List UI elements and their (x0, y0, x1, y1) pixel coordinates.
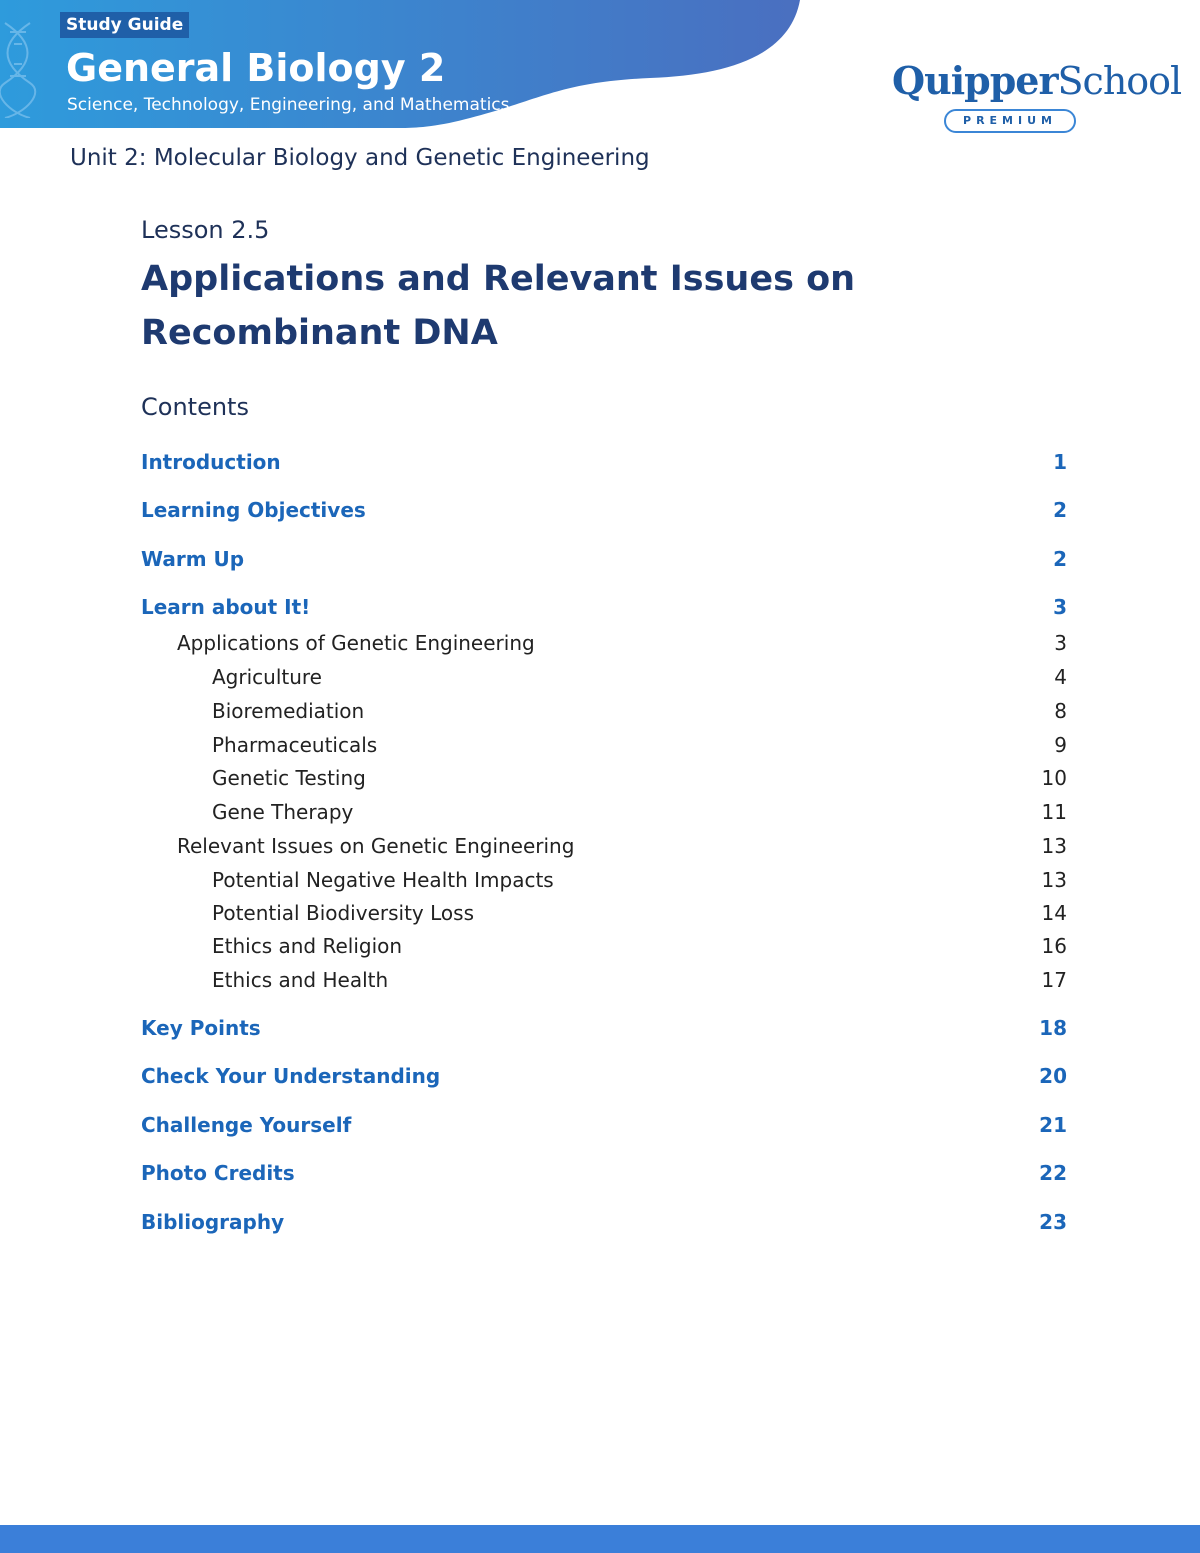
toc-entry[interactable] (141, 931, 1067, 961)
toc-entry-label: Bibliography (141, 1210, 285, 1234)
dna-icon (0, 18, 50, 118)
toc-entry-page: 10 (1041, 766, 1067, 790)
lesson-number: Lesson 2.5 (141, 216, 270, 244)
toc-entry[interactable] (141, 865, 1067, 895)
toc-entry-page: 22 (1039, 1161, 1067, 1185)
toc-entry[interactable] (141, 965, 1067, 995)
toc-entry-page: 18 (1039, 1016, 1067, 1040)
toc-entry-page: 17 (1041, 968, 1067, 992)
toc-entry-label: Relevant Issues on Genetic Engineering (177, 834, 575, 858)
toc-entry[interactable] (141, 898, 1067, 928)
contents-heading: Contents (141, 393, 249, 421)
premium-tag: PREMIUM (944, 109, 1076, 133)
toc-entry-page: 1 (1053, 450, 1067, 474)
toc-entry-page: 8 (1054, 699, 1067, 723)
toc-entry-page: 3 (1053, 595, 1067, 619)
toc-entry-label: Learning Objectives (141, 498, 366, 522)
toc-entry-page: 3 (1054, 631, 1067, 655)
toc-entry-page: 13 (1041, 868, 1067, 892)
logo-word-regular: School (1057, 59, 1182, 103)
toc-entry-label: Warm Up (141, 547, 245, 571)
logo-word-bold: Quipper (892, 58, 1058, 103)
toc-entry-label: Gene Therapy (212, 800, 354, 824)
toc-entry-label: Ethics and Religion (212, 934, 403, 958)
toc-entry-label: Learn about It! (141, 595, 311, 619)
toc-entry-label: Challenge Yourself (141, 1113, 352, 1137)
toc-entry[interactable] (141, 662, 1067, 692)
toc-entry[interactable] (141, 447, 1067, 477)
toc-entry-page: 4 (1054, 665, 1067, 689)
toc-entry-page: 21 (1039, 1113, 1067, 1137)
toc-entry[interactable] (141, 1207, 1067, 1237)
toc-entry[interactable] (141, 730, 1067, 760)
unit-title: Unit 2: Molecular Biology and Genetic Engineering (70, 145, 650, 171)
course-title: General Biology 2 (66, 46, 446, 90)
toc-entry[interactable] (141, 592, 1067, 622)
quipper-school-logo (890, 58, 1182, 136)
toc-entry-label: Photo Credits (141, 1161, 295, 1185)
study-guide-badge: Study Guide (60, 12, 189, 38)
toc-entry-page: 9 (1054, 733, 1067, 757)
toc-entry-page: 16 (1041, 934, 1067, 958)
toc-entry-page: 23 (1039, 1210, 1067, 1234)
toc-entry-label: Agriculture (212, 665, 322, 689)
toc-entry[interactable] (141, 797, 1067, 827)
toc-entry-label: Applications of Genetic Engineering (177, 631, 535, 655)
toc-entry-page: 13 (1041, 834, 1067, 858)
toc-entry[interactable] (141, 495, 1067, 525)
toc-entry-page: 2 (1053, 498, 1067, 522)
logo-wordmark (892, 58, 1181, 103)
toc-entry[interactable] (141, 1013, 1067, 1043)
toc-entry-label: Key Points (141, 1016, 261, 1040)
toc-entry[interactable] (141, 1158, 1067, 1188)
toc-entry[interactable] (141, 763, 1067, 793)
toc-entry-label: Bioremediation (212, 699, 365, 723)
toc-entry-label: Pharmaceuticals (212, 733, 378, 757)
toc-entry-label: Genetic Testing (212, 766, 366, 790)
lesson-title: Applications and Relevant Issues on Recombinant DNA (141, 259, 856, 353)
toc-entry-label: Potential Biodiversity Loss (212, 901, 474, 925)
toc-entry-page: 20 (1039, 1064, 1067, 1088)
toc-entry[interactable] (141, 1061, 1067, 1091)
toc-entry-label: Check Your Understanding (141, 1064, 441, 1088)
toc-entry-label: Ethics and Health (212, 968, 389, 992)
toc-entry[interactable] (141, 1110, 1067, 1140)
toc-entry[interactable] (141, 628, 1067, 658)
toc-entry-page: 14 (1041, 901, 1067, 925)
footer-bar (0, 1525, 1200, 1553)
course-subtitle: Science, Technology, Engineering, and Mathematics (67, 95, 510, 115)
toc-entry[interactable] (141, 544, 1067, 574)
toc-entry-label: Potential Negative Health Impacts (212, 868, 554, 892)
toc-entry[interactable] (141, 831, 1067, 861)
toc-entry-page: 2 (1053, 547, 1067, 571)
toc-entry-label: Introduction (141, 450, 281, 474)
toc-entry[interactable] (141, 696, 1067, 726)
toc-entry-page: 11 (1041, 800, 1067, 824)
